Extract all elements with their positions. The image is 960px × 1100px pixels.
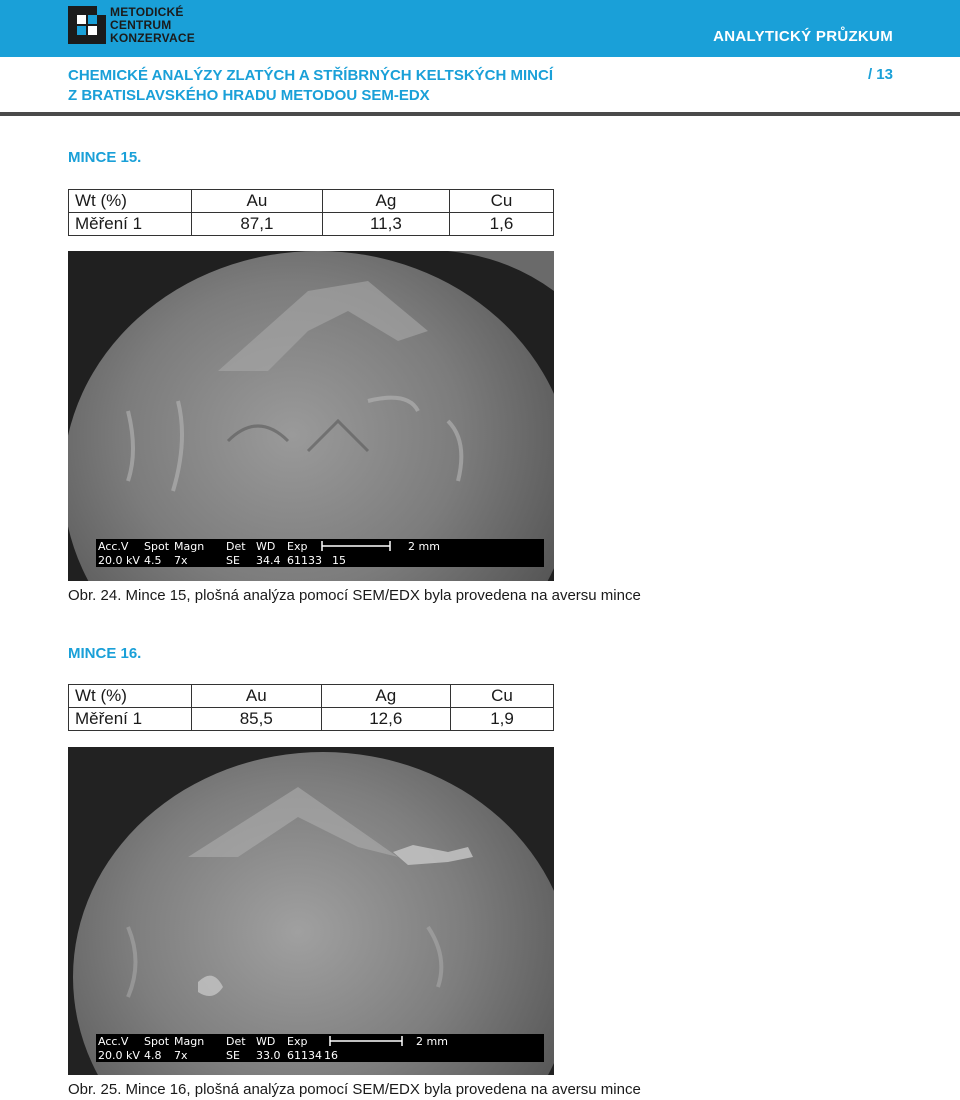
mck-logo [68, 6, 198, 46]
logo-line-3: KONZERVACE [110, 31, 195, 45]
sem-value-image-number: 16 [324, 1049, 338, 1062]
sem-value-exp: 61133 [287, 554, 322, 567]
page-number: / 13 [867, 66, 893, 83]
sem-value-exp: 61134 [287, 1049, 322, 1062]
table-cell: 1,6 [450, 213, 554, 236]
sem-scale-label: 2 mm [416, 1035, 448, 1048]
section-heading-mince-15: MINCE 15. [68, 149, 142, 166]
composition-table-mince-15 [68, 189, 554, 236]
sem-label-det: Det [226, 540, 246, 553]
sem-value-wd: 33.0 [256, 1049, 281, 1062]
sem-value-spot: 4.5 [144, 554, 162, 567]
sem-label-spot: Spot [144, 540, 170, 553]
header-divider [0, 112, 960, 116]
table-cell: 1,9 [451, 708, 554, 731]
sem-label-accv: Acc.V [98, 540, 129, 553]
table-header-cell: Ag [322, 190, 449, 213]
sem-value-det: SE [226, 554, 240, 567]
logo-line-1: METODICKÉ [110, 5, 184, 19]
section-label: ANALYTICKÝ PRŮZKUM [713, 28, 893, 45]
sem-value-accv: 20.0 kV [98, 554, 140, 567]
document-title-line-1: CHEMICKÉ ANALÝZY ZLATÝCH A STŘÍBRNÝCH KELTSKÝCH MINCÍ [68, 67, 553, 84]
document-title-line-2: Z BRATISLAVSKÉHO HRADU METODOU SEM-EDX [68, 87, 430, 104]
table-header-cell: Wt (%) [69, 685, 192, 708]
table-cell: Měření 1 [69, 213, 192, 236]
table-header-cell: Au [192, 685, 322, 708]
sem-value-wd: 34.4 [256, 554, 281, 567]
sem-value-spot: 4.8 [144, 1049, 162, 1062]
sem-label-spot: Spot [144, 1035, 170, 1048]
document-title [68, 66, 553, 106]
figure-caption-24: Obr. 24. Mince 15, plošná analýza pomocí SEM/EDX byla provedena na aversu mince [68, 587, 641, 604]
composition-table-mince-16 [68, 684, 554, 731]
sem-image-mince-16 [68, 747, 554, 1075]
sem-value-accv: 20.0 kV [98, 1049, 140, 1062]
section-heading-mince-16: MINCE 16. [68, 645, 142, 662]
sem-label-exp: Exp [287, 540, 308, 553]
header-bar [0, 0, 960, 57]
sem-label-magn: Magn [174, 1035, 205, 1048]
sem-micrograph-mince-16 [68, 747, 554, 1075]
sem-label-exp: Exp [287, 1035, 308, 1048]
sem-label-accv: Acc.V [98, 1035, 129, 1048]
table-cell: 11,3 [322, 213, 449, 236]
sem-label-wd: WD [256, 540, 276, 553]
table-cell: Měření 1 [69, 708, 192, 731]
logo-mark-icon [68, 6, 106, 44]
sem-label-wd: WD [256, 1035, 276, 1048]
table-header-cell: Ag [321, 685, 451, 708]
table-cell: 87,1 [192, 213, 323, 236]
logo-text [110, 6, 210, 45]
figure-caption-25: Obr. 25. Mince 16, plošná analýza pomocí SEM/EDX byla provedena na aversu mince [68, 1081, 641, 1098]
logo-line-2: CENTRUM [110, 18, 172, 32]
sem-image-mince-15 [68, 251, 554, 581]
sem-label-det: Det [226, 1035, 246, 1048]
sem-micrograph-mince-15 [68, 251, 554, 581]
sem-value-magn: 7x [174, 554, 188, 567]
table-header-cell: Wt (%) [69, 190, 192, 213]
sem-value-image-number: 15 [332, 554, 346, 567]
table-row [69, 708, 554, 731]
sem-label-magn: Magn [174, 540, 205, 553]
table-header-row [69, 685, 554, 708]
table-row [69, 213, 554, 236]
table-cell: 12,6 [321, 708, 451, 731]
sem-scale-label: 2 mm [408, 540, 440, 553]
sem-value-magn: 7x [174, 1049, 188, 1062]
table-header-cell: Cu [450, 190, 554, 213]
table-cell: 85,5 [192, 708, 322, 731]
table-header-row [69, 190, 554, 213]
sem-value-det: SE [226, 1049, 240, 1062]
table-header-cell: Cu [451, 685, 554, 708]
table-header-cell: Au [192, 190, 323, 213]
